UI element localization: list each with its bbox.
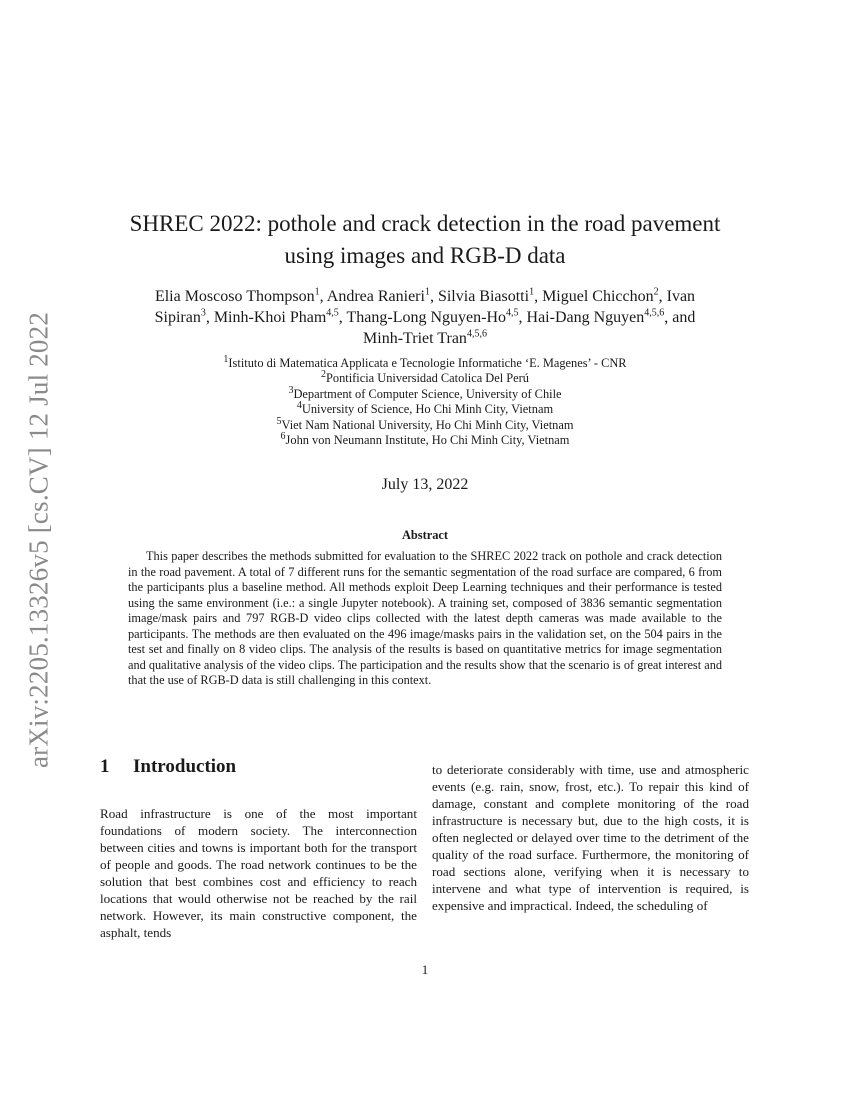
author-name: Minh-Khoi Pham: [213, 309, 327, 326]
author-list: [100, 286, 750, 349]
page-number: 1: [421, 962, 429, 977]
author-name: Andrea Ranieri: [326, 288, 425, 305]
author-line: [100, 307, 750, 328]
affiliation-list: [100, 353, 750, 448]
author-line: [100, 286, 750, 307]
author-separator: ,: [319, 288, 327, 305]
author-name: Elia Moscoso Thompson: [154, 288, 315, 305]
author-affiliation-mark: 4,5,6: [466, 328, 487, 340]
author-affiliation-mark: 3: [200, 307, 206, 319]
abstract-heading: Abstract: [401, 528, 449, 542]
body-column-left: Road infrastructure is one of the most important foundations of modern society. The interconnection between cities and towns is important both for the transport of people and goods. The road network continues to be the solution that best combines cost and efficiency to reach locations that would otherwise not be reached by the rail network. However, its main constructive component, the asphalt, tends: [100, 806, 417, 940]
author-separator: ,: [338, 309, 347, 326]
affiliation: [100, 430, 750, 448]
paper-title: [100, 208, 750, 272]
title-line: SHREC 2022: pothole and crack detection in the road pavement: [129, 211, 721, 236]
author-name: Hai-Dang Nguyen: [526, 309, 645, 326]
arxiv-identifier-text: arXiv:2205.13326v5 [cs.CV] 12 Jul 2022: [23, 311, 54, 769]
author-name: Minh-Triet Tran: [363, 330, 467, 347]
abstract-text: This paper describes the methods submitted for evaluation to the SHREC 2022 track on pothole and crack detection in the road pavement. A total of 7 different runs for the semantic segmentation of the road surface are compared, 6 from the participants plus a baseline method. All methods exploit Deep Learning techniques and their performance is tested using the same environment (i.e.: a single Jupyter notebook). A training set, composed of 3836 semantic segmentation image/mask pairs and 797 RGB-D video clips collected with the latest depth cameras was made available to the participants. The methods are then evaluated on the 496 image/masks pairs in the validation set, on the 504 pairs in the test set and finally on 8 video clips. The analysis of the results is based on quantitative metrics for image segmentation and qualitative analysis of the video clips. The participation and the results show that the scenario is of great interest and that the use of RGB-D data is still challenging in this context.: [128, 549, 722, 687]
section-number: 1: [100, 756, 110, 777]
author-affiliation-mark: 1: [529, 286, 535, 298]
author-separator: , Ivan: [658, 288, 696, 305]
affiliation-text: Viet Nam National University, Ho Chi Minh City, Vietnam: [281, 417, 574, 432]
author-name: Sipiran: [154, 309, 201, 326]
author-separator: ,: [534, 288, 543, 305]
author-affiliation-mark: 2: [653, 286, 659, 298]
arxiv-identifier: [24, 300, 54, 780]
affiliation-mark: 1: [223, 353, 229, 365]
title-line: using images and RGB-D data: [284, 243, 566, 268]
affiliation-mark: 4: [296, 400, 302, 412]
author-separator: , and: [664, 309, 696, 326]
affiliation: [100, 402, 750, 417]
affiliation: [100, 371, 750, 386]
section-title: Introduction: [133, 756, 237, 777]
affiliation-mark: 5: [276, 415, 282, 427]
author-affiliation-mark: 1: [424, 286, 430, 298]
affiliation: [100, 353, 750, 371]
author-name: Silvia Biasotti: [437, 288, 530, 305]
affiliation-mark: 2: [320, 369, 326, 381]
author-separator: ,: [429, 288, 438, 305]
author-name: Thang-Long Nguyen-Ho: [346, 309, 507, 326]
affiliation-text: Department of Computer Science, University of Chile: [293, 386, 562, 401]
author-affiliation-mark: 4,5: [326, 307, 339, 319]
author-affiliation-mark: 4,5,6: [644, 307, 665, 319]
affiliation-mark: 6: [280, 430, 286, 442]
author-line: [100, 328, 750, 349]
affiliation: [100, 384, 750, 402]
affiliation: [100, 415, 750, 433]
body-column-right: to deteriorate considerably with time, use and atmospheric events (e.g. rain, snow, frost, etc.). To repair this kind of damage, constant and complete monitoring of the road infrastructure is necessary but, due to the high costs, it is often neglected or delayed over time to the detriment of the quality of the road surface. Furthermore, the monitoring of road sections alone, verifying when it is necessary to intervene and what type of intervention is required, is expensive and impractical. Indeed, the scheduling of: [432, 762, 749, 913]
affiliation-text: University of Science, Ho Chi Minh City, Vietnam: [301, 402, 554, 417]
affiliation-text: John von Neumann Institute, Ho Chi Minh City, Vietnam: [285, 433, 570, 448]
affiliation-text: Pontificia Universidad Catolica Del Perú: [325, 371, 530, 386]
author-affiliation-mark: 1: [314, 286, 320, 298]
affiliation-mark: 3: [288, 384, 294, 396]
author-affiliation-mark: 4,5: [506, 307, 519, 319]
publication-date: July 13, 2022: [381, 476, 469, 493]
author-separator: ,: [518, 309, 527, 326]
author-name: Miguel Chicchon: [542, 288, 654, 305]
affiliation-text: Istituto di Matematica Applicata e Tecnologie Informatiche ‘E. Magenes’ - CNR: [228, 356, 627, 370]
author-separator: ,: [205, 309, 214, 326]
section-heading: [100, 756, 236, 778]
